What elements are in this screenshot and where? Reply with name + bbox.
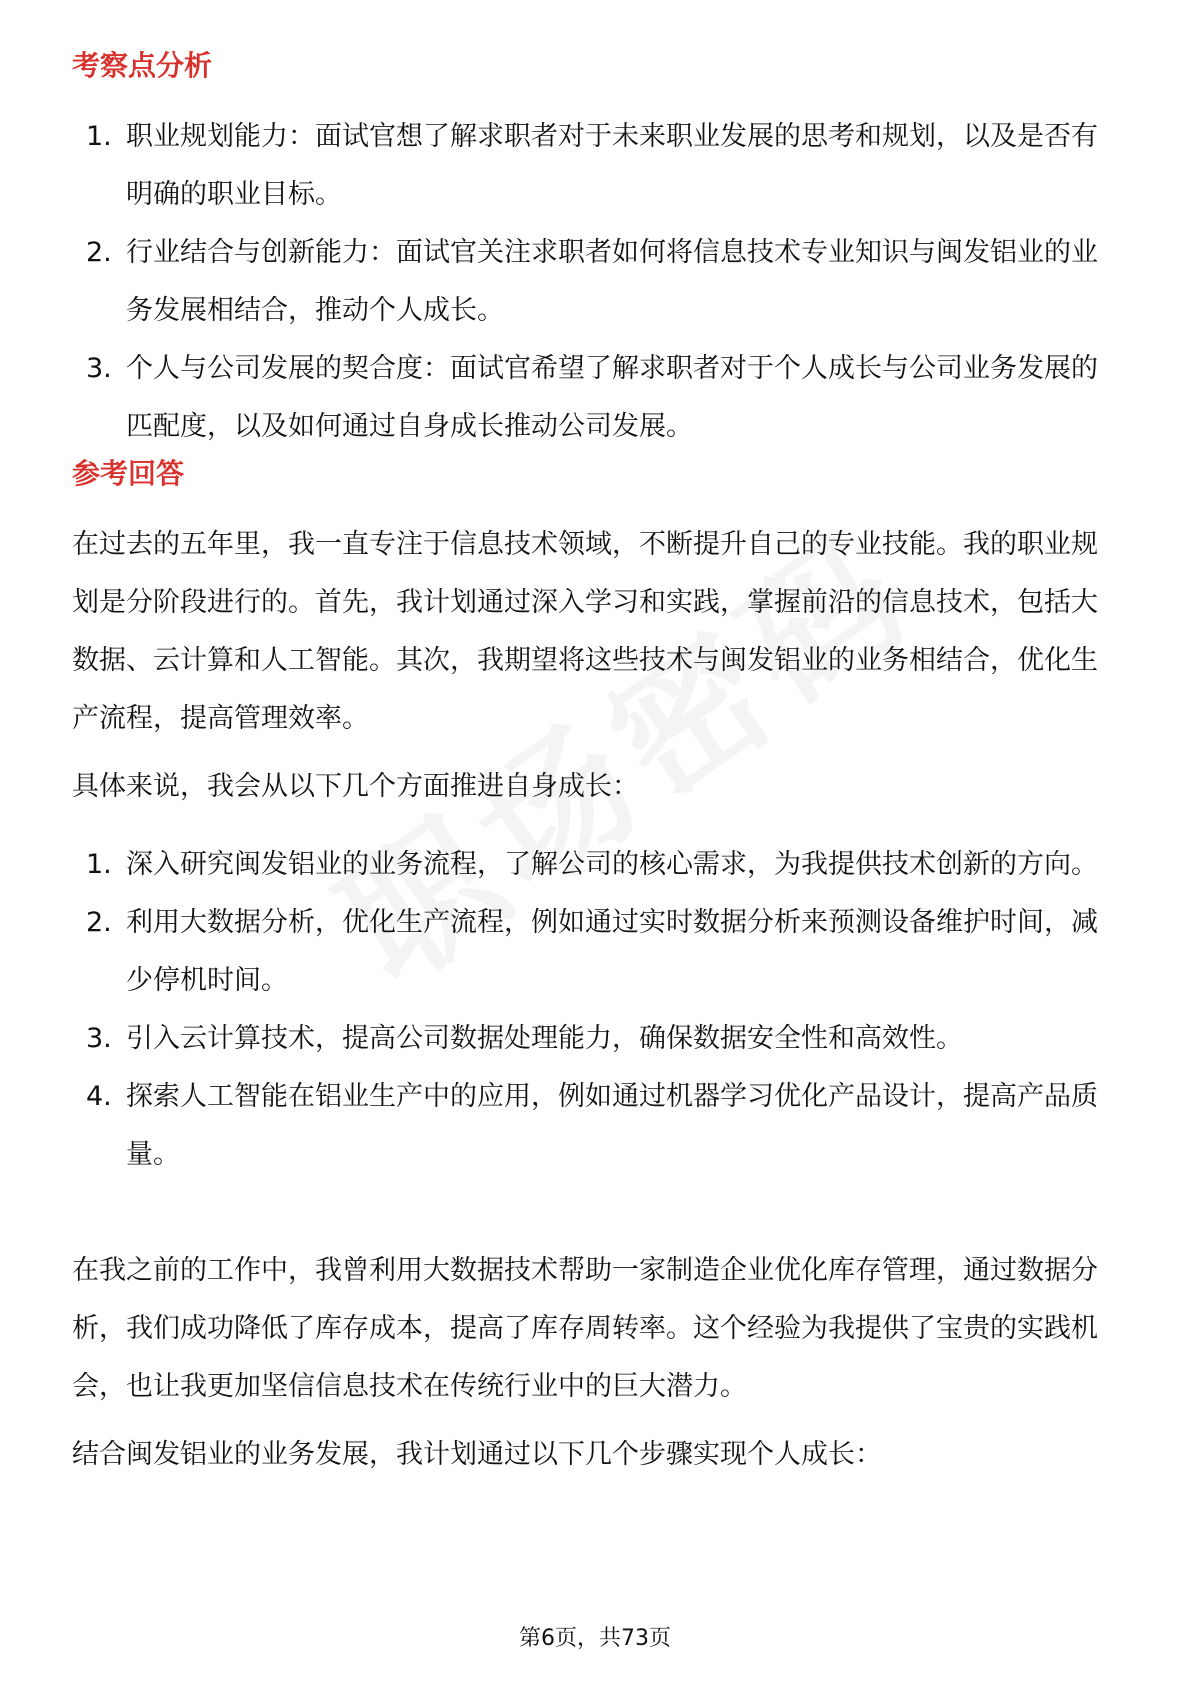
list-item-text: 职业规划能力：面试官想了解求职者对于未来职业发展的思考和规划，以及是否有明确的职业目标。 xyxy=(126,121,1098,210)
list-item xyxy=(72,108,1122,224)
list-item-text: 个人与公司发展的契合度：面试官希望了解求职者对于个人成长与公司业务发展的匹配度，以及如何通过自身成长推动公司发展。 xyxy=(126,353,1098,442)
list-item-number: 4. xyxy=(86,1081,112,1112)
list-item-number: 2. xyxy=(86,907,112,938)
page-number: 第6页，共73页 xyxy=(519,1626,671,1651)
list-item-text: 探索人工智能在铝业生产中的应用，例如通过机器学习优化产品设计，提高产品质量。 xyxy=(126,1081,1098,1170)
answer-paragraph-1: 在过去的五年里，我一直专注于信息技术领域，不断提升自己的专业技能。我的职业规划是分阶段进行的。首先，我计划通过深入学习和实践，掌握前沿的信息技术，包括大数据、云计算和人工智能。其次，我期望将这些技术与闽发铝业的业务相结合，优化生产流程，提高管理效率。 xyxy=(72,529,1098,734)
answer-paragraph-2: 具体来说，我会从以下几个方面推进自身成长： xyxy=(72,771,639,802)
answer-paragraph-3: 在我之前的工作中，我曾利用大数据技术帮助一家制造企业优化库存管理，通过数据分析，我们成功降低了库存成本，提高了库存周转率。这个经验为我提供了宝贵的实践机会，也让我更加坚信信息技术在传统行业中的巨大潜力。 xyxy=(72,1255,1098,1402)
list-item xyxy=(72,1068,1122,1184)
list-item xyxy=(72,836,1122,894)
list-item-number: 3. xyxy=(86,353,112,384)
list-item-number: 1. xyxy=(86,849,112,880)
growth-steps-list xyxy=(72,836,1122,1184)
list-item xyxy=(72,1010,1122,1068)
list-item-number: 1. xyxy=(86,121,112,152)
answer-paragraph-4: 结合闽发铝业的业务发展，我计划通过以下几个步骤实现个人成长： xyxy=(72,1439,882,1470)
list-item-number: 3. xyxy=(86,1023,112,1054)
list-item-text: 深入研究闽发铝业的业务流程，了解公司的核心需求，为我提供技术创新的方向。 xyxy=(126,849,1098,880)
list-item xyxy=(72,224,1122,340)
list-item-text: 行业结合与创新能力：面试官关注求职者如何将信息技术专业知识与闽发铝业的业务发展相结合，推动个人成长。 xyxy=(126,237,1098,326)
section-title-analysis: 考察点分析 xyxy=(72,49,213,82)
list-item xyxy=(72,340,1122,456)
list-item-text: 利用大数据分析，优化生产流程，例如通过实时数据分析来预测设备维护时间，减少停机时间。 xyxy=(126,907,1098,996)
list-item-number: 2. xyxy=(86,237,112,268)
analysis-list xyxy=(72,108,1122,456)
section-title-reference-answer: 参考回答 xyxy=(72,457,185,490)
list-item xyxy=(72,894,1122,1010)
list-item-text: 引入云计算技术，提高公司数据处理能力，确保数据安全性和高效性。 xyxy=(126,1023,963,1054)
